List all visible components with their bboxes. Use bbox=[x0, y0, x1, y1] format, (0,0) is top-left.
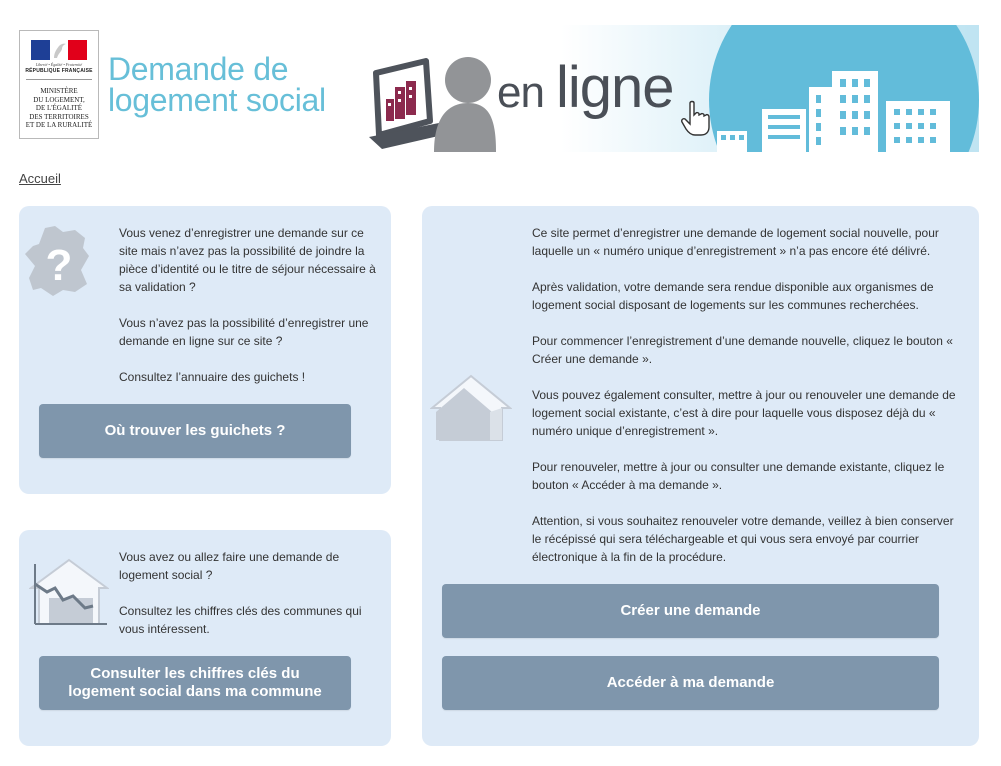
stats-paragraph: Vous avez ou allez faire une demande de logement social ? bbox=[119, 550, 340, 582]
main-paragraph: Pour commencer l’enregistrement d’une demande nouvelle, cliquez le bouton « Créer une demande ». bbox=[532, 334, 953, 366]
flag-icon bbox=[31, 40, 87, 60]
logo-ministry: MINISTÈRE DU LOGEMENT, DE L'ÉGALITÉ DES TERRITOIRES ET DE LA RURALITÉ bbox=[25, 87, 93, 130]
consult-key-figures-button[interactable]: Consulter les chiffres clés du logement social dans ma commune bbox=[39, 656, 351, 710]
guichets-paragraph: Vous n’avez pas la possibilité d’enregistrer une demande en ligne sur ce site ? bbox=[119, 316, 369, 348]
main-paragraph: Pour renouveler, mettre à jour ou consulter une demande existante, cliquez le bouton « Accéder à ma demande ». bbox=[532, 460, 945, 492]
tagline-en: en bbox=[497, 68, 544, 117]
access-request-button[interactable]: Accéder à ma demande bbox=[442, 656, 939, 710]
main-paragraph: Après validation, votre demande sera rendue disponible aux organismes de logement social disposant de logements sur les communes recherchées. bbox=[532, 280, 934, 312]
main-paragraph: Attention, si vous souhaitez renouveler votre demande, veillez à bien conserver le récépissé qui sera téléchargeable et qui vous sera envoyé par courrier électronique à la fin de la procédure. bbox=[532, 514, 954, 564]
guichets-paragraph: Consultez l’annuaire des guichets ! bbox=[119, 370, 306, 384]
stats-panel bbox=[19, 530, 391, 746]
main-text bbox=[532, 224, 956, 566]
marianne-logo bbox=[19, 30, 99, 139]
find-guichets-button[interactable]: Où trouver les guichets ? bbox=[39, 404, 351, 458]
site-title: Demande de logement social bbox=[108, 51, 326, 118]
france-map-question-icon bbox=[23, 224, 95, 303]
guichets-text bbox=[119, 224, 377, 386]
house-icon bbox=[430, 374, 512, 447]
logo-divider bbox=[26, 79, 92, 80]
create-request-button[interactable]: Créer une demande bbox=[442, 584, 939, 638]
guichets-panel bbox=[19, 206, 391, 494]
main-paragraph: Ce site permet d’enregistrer une demande de logement social nouvelle, pour laquelle un « numéro unique d’enregistrement » n’a pas encore été délivré. bbox=[532, 226, 939, 258]
logo-republic: RÉPUBLIQUE FRANÇAISE bbox=[25, 68, 93, 74]
house-chart-icon bbox=[29, 558, 109, 633]
stats-text bbox=[119, 548, 377, 638]
stats-paragraph: Consultez les chiffres clés des communes qui vous intéressent. bbox=[119, 604, 362, 636]
main-paragraph: Vous pouvez également consulter, mettre à jour ou renouveler une demande de logement social existante, c’est à dire pour laquelle vous disposez déjà du « numéro unique d’enregistrement ». bbox=[532, 388, 956, 438]
svg-text:?: ? bbox=[45, 241, 73, 290]
guichets-paragraph: Vous venez d’enregistrer une demande sur ce site mais n’avez pas la possibilité de joindre la pièce d’identité ou le titre de séjour nécessaire à sa validation ? bbox=[119, 226, 376, 294]
tagline-ligne: ligne bbox=[555, 55, 674, 120]
breadcrumb-home-link[interactable]: Accueil bbox=[19, 171, 61, 186]
main-panel bbox=[422, 206, 979, 746]
logo-motto: Liberté • Égalité • Fraternité bbox=[35, 62, 83, 67]
banner-tagline bbox=[497, 55, 674, 123]
